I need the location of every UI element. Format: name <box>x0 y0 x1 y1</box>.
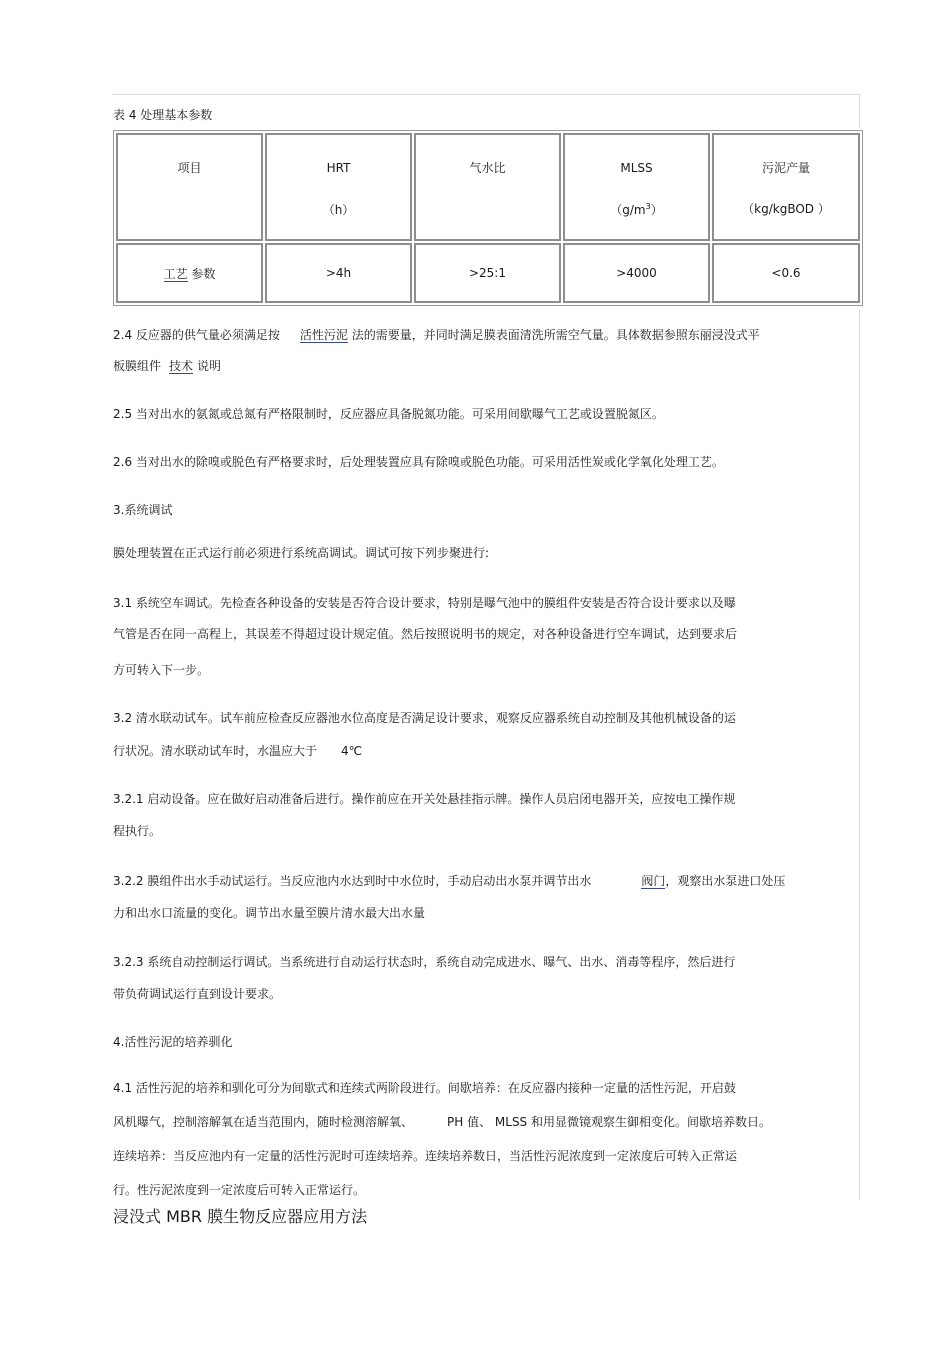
header-sludge-yield: 污泥产量 （kg/kgBOD ） <box>712 133 860 241</box>
paragraph-3-1-line3: 方可转入下一步。 <box>113 663 210 677</box>
page-frame-top <box>112 94 860 128</box>
paragraph-3-1-line1: 3.1 系统空车调试。先检查各种设备的安装是否符合设计要求，特别是曝气池中的膜组件安装是否符合设计要求以及曝 <box>113 596 736 610</box>
activated-sludge-link[interactable]: 活性污泥 <box>299 328 348 342</box>
paragraph-3-2-line2: 行状况。清水联动试车时，水温应大于 4℃ <box>113 744 363 758</box>
table-caption: 表 4 处理基本参数 <box>113 108 213 122</box>
page-frame-right <box>859 310 860 1200</box>
section-4-heading: 4.活性污泥的培养驯化 <box>113 1035 233 1049</box>
paragraph-4-1-line3: 连续培养：当反应池内有一定量的活性污泥时可连续培养。连续培养数日，当活性污泥浓度到一定浓度后可转入正常运 <box>113 1149 738 1163</box>
section-3-heading: 3.系统调试 <box>113 503 173 517</box>
paragraph-3-2-1-line2: 程执行。 <box>113 824 162 838</box>
paragraph-2-4-line1: 2.4 反应器的供气量必须满足按 活性污泥 法的需要量，并同时满足膜表面清洗所需空气量。具体数据参照东丽浸没式平 <box>113 328 760 342</box>
paragraph-4-1-line2: 风机曝气，控制溶解氧在适当范围内，随时检测溶解氧、 PH 值、 MLSS 和用显微镜观察生御相变化。间歇培养数日。 <box>113 1115 771 1129</box>
paragraph-4-1-line4: 行。性污泥浓度到一定浓度后可转入正常运行。 <box>113 1183 366 1197</box>
paragraph-2-4-line2: 板膜组件 技术 说明 <box>113 359 222 373</box>
technology-link[interactable]: 技术 <box>169 359 194 373</box>
parameters-table <box>113 130 863 306</box>
table-header-row <box>116 133 860 241</box>
paragraph-2-6: 2.6 当对出水的除嗅或脱色有严格要求时，后处理装置应具有除嗅或脱色功能。可采用活性炭或化学氧化处理工艺。 <box>113 455 724 469</box>
valve-link[interactable]: 阀门 <box>641 874 666 888</box>
paragraph-3-2-1-line1: 3.2.1 启动设备。应在做好启动准备后进行。操作前应在开关处悬挂指示牌。操作人员启闭电器开关，应按电工操作规 <box>113 792 736 806</box>
water-temperature: 4℃ <box>341 744 363 758</box>
paragraph-3-2-3-line2: 带负荷调试运行直到设计要求。 <box>113 987 282 1001</box>
paragraph-3-2-2-line2: 力和出水口流量的变化。调节出水量至膜片清水最大出水量 <box>113 906 426 920</box>
paragraph-2-5: 2.5 当对出水的氨氮或总氮有严格限制时，反应器应具备脱氮功能。可采用间歇曝气工艺或设置脱氮区。 <box>113 407 664 421</box>
paragraph-3-2-3-line1: 3.2.3 系统自动控制运行调试。当系统进行自动运行状态时，系统自动完成进水、曝气、出水、消毒等程序，然后进行 <box>113 955 736 969</box>
header-mlss: MLSS $(g/m^3)$ <box>563 133 710 241</box>
paragraph-3-2-line1: 3.2 清水联动试车。试车前应检查反应器池水位高度是否满足设计要求，观察反应器系统自动控制及其他机械设备的运 <box>113 711 736 725</box>
header-item: 项目 <box>116 133 263 241</box>
header-hrt: HRT （h） <box>265 133 412 241</box>
paragraph-4-1-line1: 4.1 活性污泥的培养和驯化可分为间歇式和连续式两阶段进行。间歇培养：在反应器内接种一定量的活性污泥，开启鼓 <box>113 1081 736 1095</box>
value-mlss: >4000 <box>563 243 710 303</box>
header-air-water-ratio: 气水比 <box>414 133 561 241</box>
section-3-intro: 膜处理装置在正式运行前必须进行系统高调试。调试可按下列步聚进行: <box>113 546 490 560</box>
value-air-water-ratio: >25:1 <box>414 243 561 303</box>
paragraph-3-1-line2: 气管是否在同一高程上，其误差不得超过设计规定值。然后按照说明书的规定，对各种设备进行空车调试，达到要求后 <box>113 627 738 641</box>
value-hrt: >4h <box>265 243 412 303</box>
table-row <box>116 243 860 303</box>
row-label: 工艺 参数 <box>116 243 263 303</box>
paragraph-3-2-2-line1: 3.2.2 膜组件出水手动试运行。当反应池内水达到时中水位时，手动启动出水泵并调节出水 阀门，观察出水泵进口处压 <box>113 874 786 888</box>
process-link[interactable]: 工艺 <box>163 266 188 281</box>
value-sludge-yield: <0.6 <box>712 243 860 303</box>
document-title: 浸没式 MBR 膜生物反应器应用方法 <box>113 1207 368 1226</box>
